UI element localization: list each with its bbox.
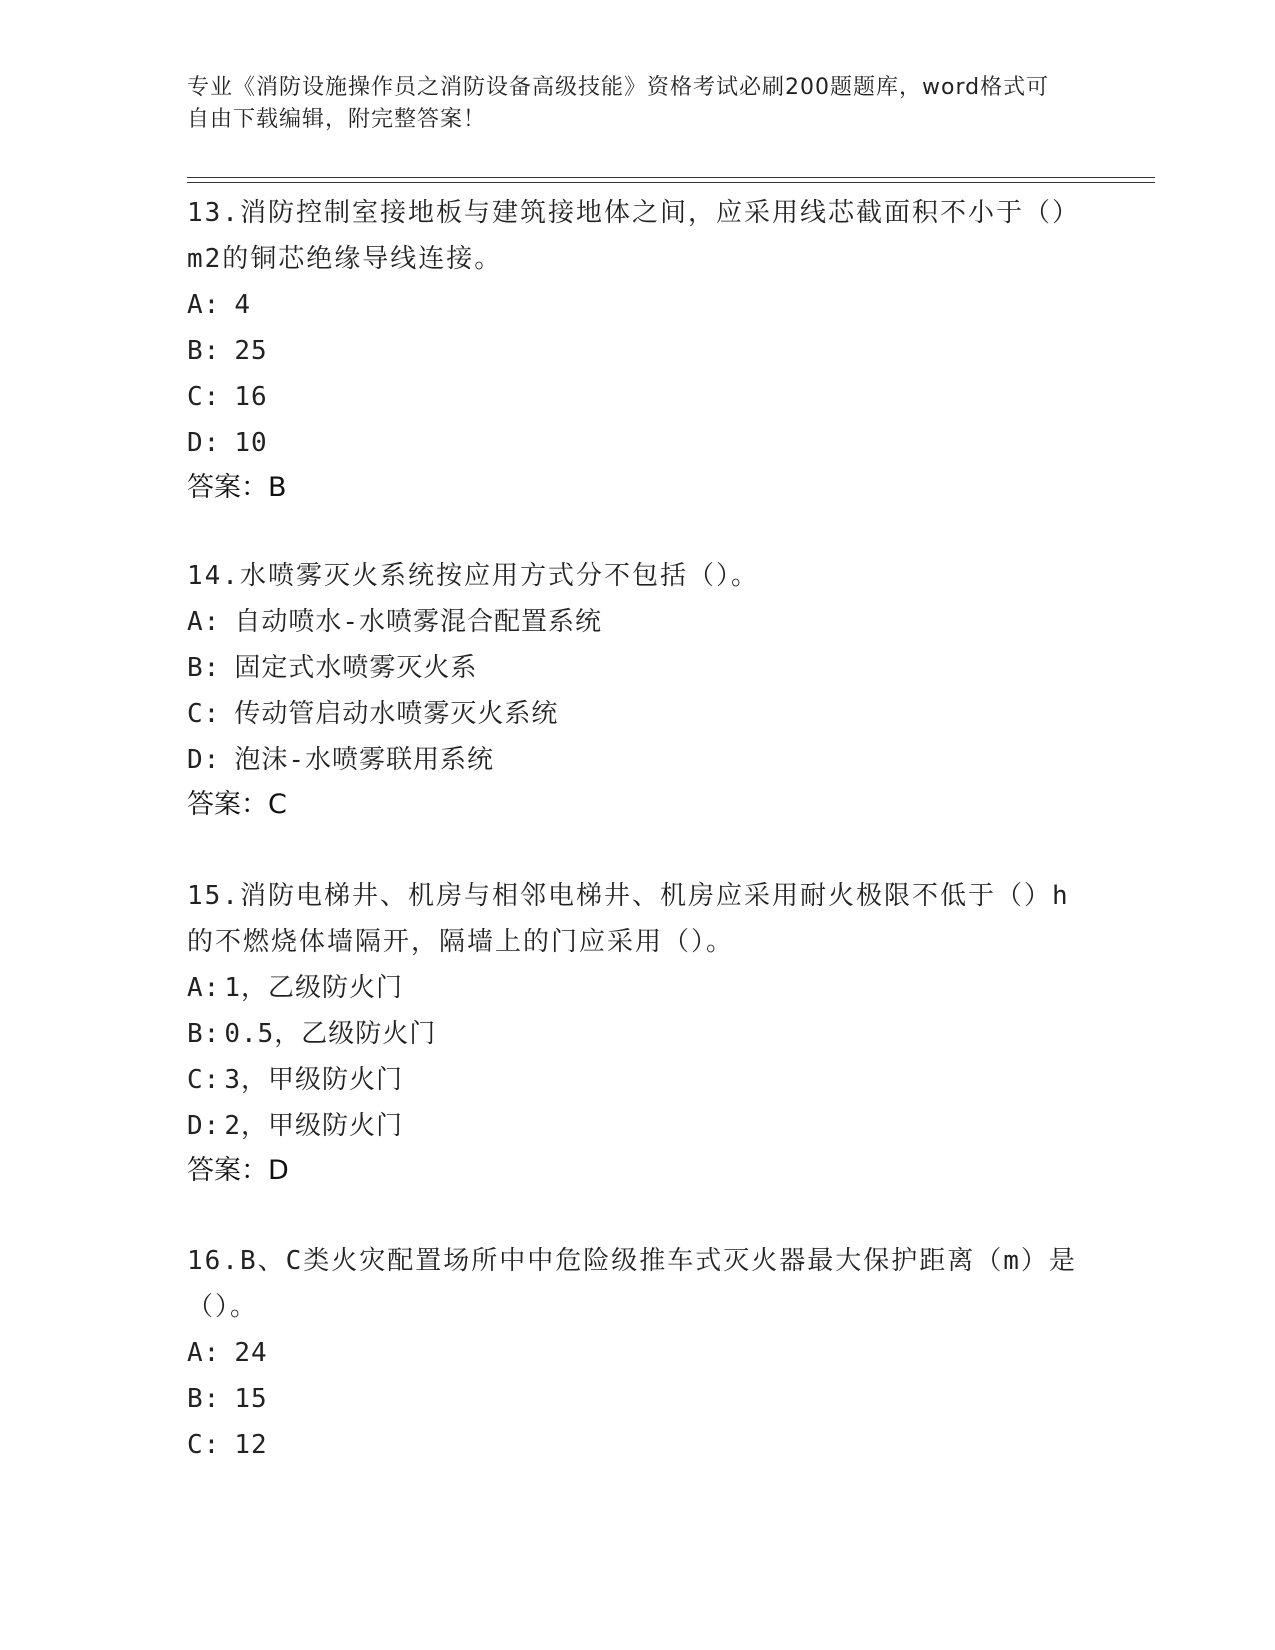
option-text: 自动喷水-水喷雾混合配置系统 [234, 607, 602, 637]
option-text: 24 [234, 1338, 268, 1368]
document-header: 专业《消防设施操作员之消防设备高级技能》资格考试必刷200题题库，word格式可自由下载编辑，附完整答案！ [187, 75, 1050, 132]
option-key: B: [187, 1384, 221, 1414]
option-key: C: [187, 1065, 221, 1095]
answer-line: 答案：C [187, 789, 287, 820]
option-key: D: [187, 745, 221, 775]
option-b [187, 1376, 1087, 1422]
question-14 [187, 553, 1087, 827]
question-stem: 16.B、C类火灾配置场所中中危险级推车式灭火器最大保护距离（m）是（）。 [187, 1246, 1077, 1322]
option-key: C: [187, 1430, 221, 1460]
question-13 [187, 190, 1087, 510]
option-text: 0.5，乙级防火门 [224, 1019, 437, 1049]
question-stem: 14.水喷雾灭火系统按应用方式分不包括（）。 [187, 561, 759, 591]
header-divider-top [187, 177, 1155, 178]
option-d [187, 420, 1087, 466]
option-text: 12 [234, 1430, 268, 1460]
answer-line: 答案：B [187, 472, 287, 503]
option-key: C: [187, 699, 221, 729]
option-key: D: [187, 1111, 221, 1141]
question-15 [187, 873, 1087, 1193]
option-key: B: [187, 653, 221, 683]
option-b [187, 328, 1087, 374]
option-key: A: [187, 607, 221, 637]
question-stem: 15.消防电梯井、机房与相邻电梯井、机房应采用耐火极限不低于（）h的不燃烧体墙隔开，隔墙上的门应采用（）。 [187, 881, 1070, 957]
option-c [187, 374, 1087, 420]
option-text: 泡沫-水喷雾联用系统 [234, 745, 494, 775]
option-c [187, 1422, 1087, 1468]
option-key: A: [187, 1338, 221, 1368]
option-text: 16 [234, 382, 268, 412]
option-text: 10 [234, 428, 268, 458]
option-key: A: [187, 973, 221, 1003]
option-text: 3，甲级防火门 [224, 1065, 403, 1095]
option-text: 传动管启动水喷雾灭火系统 [234, 699, 559, 729]
option-a [187, 965, 1087, 1011]
option-key: B: [187, 336, 221, 366]
option-key: D: [187, 428, 221, 458]
option-text: 2，甲级防火门 [224, 1111, 403, 1141]
option-text: 15 [234, 1384, 268, 1414]
option-key: B: [187, 1019, 221, 1049]
option-d [187, 737, 1087, 783]
option-b [187, 645, 1087, 691]
option-text: 固定式水喷雾灭火系 [234, 653, 478, 683]
question-stem: 13.消防控制室接地板与建筑接地体之间，应采用线芯截面积不小于（）m2的铜芯绝缘导线连接。 [187, 198, 1080, 274]
answer-line: 答案：D [187, 1155, 289, 1186]
option-b [187, 1011, 1087, 1057]
option-d [187, 1103, 1087, 1149]
option-a [187, 599, 1087, 645]
option-text: 4 [234, 290, 251, 320]
option-c [187, 1057, 1087, 1103]
header-divider-bottom [187, 182, 1155, 183]
question-16 [187, 1238, 1087, 1468]
option-c [187, 691, 1087, 737]
option-text: 1，乙级防火门 [224, 973, 403, 1003]
option-a [187, 282, 1087, 328]
option-text: 25 [234, 336, 268, 366]
option-a [187, 1330, 1087, 1376]
option-key: C: [187, 382, 221, 412]
option-key: A: [187, 290, 221, 320]
